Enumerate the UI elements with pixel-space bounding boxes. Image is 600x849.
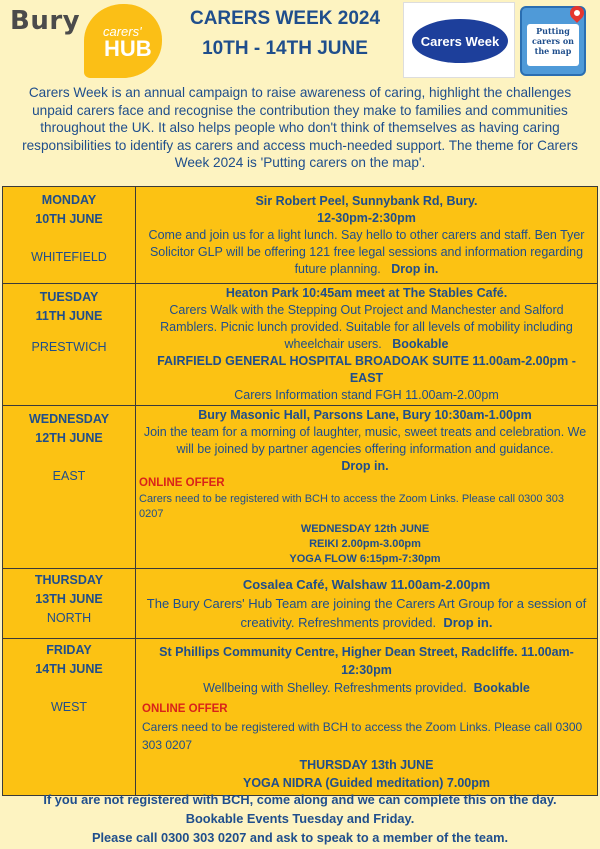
row-thursday: [3, 569, 598, 639]
putting-carers-on-map-badge: Putting carers on the map: [520, 6, 586, 76]
carers-hub-logo-small: carers': [103, 24, 142, 39]
event-cell: Heaton Park 10:45am meet at The Stables Café. Carers Walk with the Stepping Out Project and Manchester and Salford Ramblers. Picnic lunch provided. Suitable for all levels of mobility including wheelchair users. Bookable FAIRFIELD GENERAL HOSPITAL BROADOAK SUITE 11.00am-2.00pm - EAST Carers Information stand FGH 11.00am-2.00pm: [136, 284, 598, 406]
map-pin-icon: [567, 3, 587, 23]
row-monday: [3, 187, 598, 284]
footer: [0, 790, 600, 847]
row-tuesday: [3, 284, 598, 406]
row-wednesday: [3, 406, 598, 569]
carers-week-logo-text: Carers Week: [420, 33, 500, 49]
day-cell: TUESDAY 11TH JUNE PRESTWICH: [3, 284, 136, 406]
day-cell: MONDAY 10TH JUNE WHITEFIELD: [3, 187, 136, 284]
schedule-table: [2, 186, 598, 796]
online-offer-label: ONLINE OFFER: [139, 477, 225, 489]
event-cell: St Phillips Community Centre, Higher Dean Street, Radcliffe. 11.00am-12:30pm Wellbeing with Shelley. Refreshments provided. Bookable ONLINE OFFER Carers need to be registered with BCH to access the Zoom Links. Please call 0300 303 0207 THURSDAY 13th JUNE YOGA NIDRA (Guided meditation) 7.00pm: [136, 639, 598, 796]
page-subtitle: 10TH - 14TH JUNE: [202, 38, 368, 59]
intro-paragraph: Carers Week is an annual campaign to raise awareness of caring, highlight the challenges unpaid carers face and recognise the contribution they make to families and communities throughout the UK. It also helps people who don't think of themselves as having caring responsibilities to identify as carers and access much-needed support. The theme for Carers Week 2024 is 'Putting carers on the map'.: [22, 85, 578, 171]
bury-logo: Bury: [10, 6, 81, 36]
footer-line-3: Please call 0300 303 0207 and ask to speak to a member of the team.: [91, 830, 509, 845]
event-cell: Bury Masonic Hall, Parsons Lane, Bury 10:30am-1.00pm Join the team for a morning of laughter, music, sweet treats and celebration. We will be joined by partner agencies offering information and guidance. Drop in. ONLINE OFFER Carers need to be registered with BCH to access the Zoom Links. Please call 0300 303 0207 WEDNESDAY 12th JUNE REIKI 2.00pm-3.00pm YOGA FLOW 6:15pm-7:30pm: [136, 406, 598, 569]
footer-line-1: If you are not registered with BCH, come along and we can complete this on the day.: [43, 792, 557, 807]
page-title: CARERS WEEK 2024: [189, 8, 381, 29]
event-cell: Sir Robert Peel, Sunnybank Rd, Bury. 12-30pm-2:30pm Come and join us for a light lunch. Say hello to other carers and staff. Ben Tyer Solicitor GLP will be offering 121 free legal sessions and information regarding future planning. Drop in.: [136, 187, 598, 284]
header: [0, 0, 600, 82]
carers-week-logo: [403, 2, 515, 78]
footer-line-2: Bookable Events Tuesday and Friday.: [185, 811, 415, 826]
day-cell: WEDNESDAY 12TH JUNE EAST: [3, 406, 136, 569]
carers-hub-logo-big: HUB: [104, 36, 152, 61]
online-offer-label: ONLINE OFFER: [142, 703, 228, 715]
day-cell: FRIDAY 14TH JUNE WEST: [3, 639, 136, 796]
row-friday: [3, 639, 598, 796]
event-cell: Cosalea Café, Walshaw 11.00am-2.00pm The Bury Carers' Hub Team are joining the Carers Art Group for a session of creativity. Refreshments provided. Drop in.: [136, 569, 598, 639]
day-cell: THURSDAY 13TH JUNE NORTH: [3, 569, 136, 639]
